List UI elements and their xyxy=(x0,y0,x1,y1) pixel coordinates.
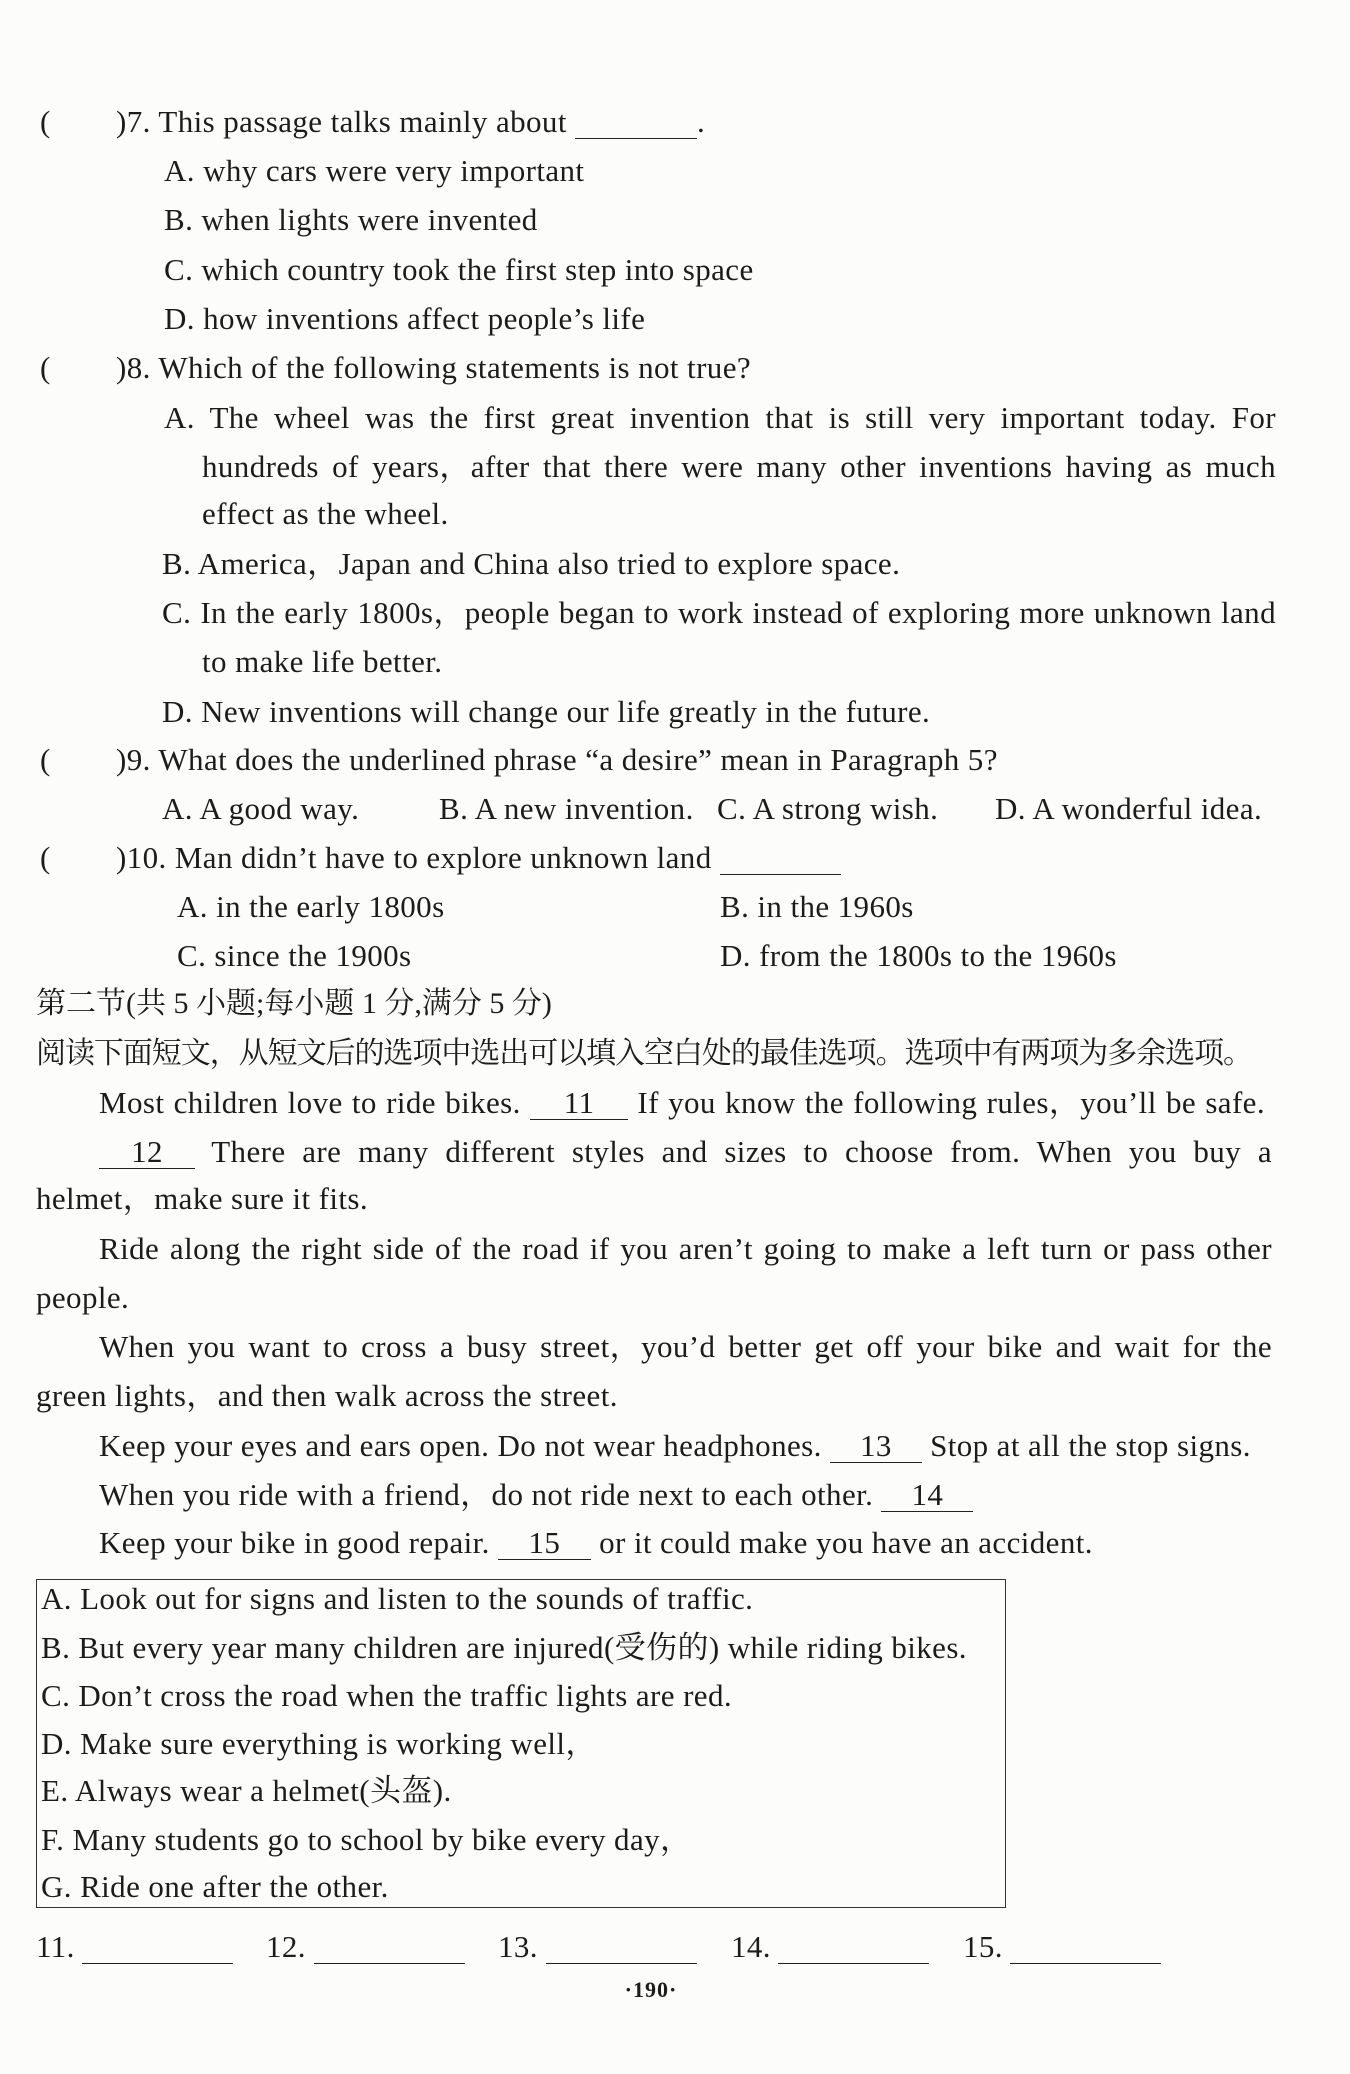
answer-label-14: 14. xyxy=(731,1929,771,1964)
option-9-c: C. A strong wish. xyxy=(717,791,939,826)
option-10-b: B. in the 1960s xyxy=(720,889,914,924)
question-stem: Man didn’t have to explore unknown land xyxy=(174,840,712,875)
passage-paragraph-4-line-2: green lights，and then walk across the street. xyxy=(36,1378,618,1413)
option-8-a-line-3: effect as the wheel. xyxy=(202,496,449,531)
answer-blank xyxy=(720,843,841,875)
answer-blank-11 xyxy=(82,1929,233,1965)
answer-label-11: 11. xyxy=(36,1929,75,1964)
passage-paragraph-2-line-2: helmet，make sure it fits. xyxy=(36,1181,368,1216)
question-stem: Which of the following statements is not true? xyxy=(158,350,752,385)
passage-paragraph-5: Keep your eyes and ears open. Do not wear headphones. 13 Stop at all the stop signs. xyxy=(99,1428,1251,1463)
paren-close: ) xyxy=(116,350,127,385)
section-instructions: 阅读下面短文，从短文后的选项中选出可以填入空白处的最佳选项。选项中有两项为多余选项。 xyxy=(36,1037,1252,1070)
question-stem: What does the underlined phrase “a desire” mean in Paragraph 5? xyxy=(158,742,998,777)
question-9-stem-line xyxy=(116,742,998,778)
stem-end: . xyxy=(696,104,706,139)
answer-label-12: 12. xyxy=(266,1929,306,1964)
option-10-c: C. since the 1900s xyxy=(177,938,412,973)
question-number: 9. xyxy=(126,742,151,777)
question-10-stem-line xyxy=(116,840,841,876)
option-7-a: A. why cars were very important xyxy=(164,153,585,188)
paren-open: ( xyxy=(40,104,51,139)
question-8-stem-line xyxy=(116,350,751,386)
passage-paragraph-3-line-1: Ride along the right side of the road if you aren’t going to make a left turn or pass other xyxy=(99,1231,1272,1266)
option-8-c-line-2: to make life better. xyxy=(202,644,443,679)
passage-paragraph-3-line-2: people. xyxy=(36,1280,130,1315)
answer-label-15: 15. xyxy=(963,1929,1003,1964)
answer-blank-15 xyxy=(1010,1929,1161,1965)
choice-d: D. Make sure everything is working well， xyxy=(41,1726,597,1761)
option-10-d: D. from the 1800s to the 1960s xyxy=(720,938,1117,973)
option-8-a-line-2: hundreds of years，after that there were many other inventions having as much xyxy=(202,449,1276,484)
option-7-b: B. when lights were invented xyxy=(164,202,538,237)
passage-paragraph-2-line-1: 12 There are many different styles and sizes to choose from. When you buy a xyxy=(99,1134,1272,1170)
answer-blank xyxy=(575,107,697,139)
question-7-stem-line xyxy=(116,104,705,140)
choice-a: A. Look out for signs and listen to the sounds of traffic. xyxy=(41,1581,754,1616)
answer-label-13: 13. xyxy=(498,1929,538,1964)
passage-blank-12: 12 xyxy=(99,1137,195,1169)
choice-b: B. But every year many children are injured(受伤的) while riding bikes. xyxy=(41,1630,967,1665)
option-8-d: D. New inventions will change our life greatly in the future. xyxy=(162,694,931,729)
option-9-b: B. A new invention. xyxy=(439,791,694,826)
section-heading: 第二节(共 5 小题;每小题 1 分,满分 5 分) xyxy=(36,987,552,1020)
choice-g: G. Ride one after the other. xyxy=(41,1869,389,1904)
option-10-a: A. in the early 1800s xyxy=(177,889,445,924)
question-number: 10. xyxy=(126,840,167,875)
passage-blank-14: 14 xyxy=(881,1480,973,1512)
choice-e: E. Always wear a helmet(头盔). xyxy=(41,1773,452,1808)
option-9-a: A. A good way. xyxy=(162,791,360,826)
passage-blank-13: 13 xyxy=(830,1431,922,1463)
page-number: ·190· xyxy=(624,1977,678,2002)
passage-paragraph-6: When you ride with a friend，do not ride next to each other. 14 xyxy=(99,1477,973,1513)
option-7-c: C. which country took the first step into space xyxy=(164,252,754,287)
option-8-c-line-1: C. In the early 1800s，people began to work instead of exploring more unknown land xyxy=(162,595,1276,630)
question-number: 8. xyxy=(126,350,151,385)
paren-open: ( xyxy=(40,350,51,385)
paren-open: ( xyxy=(40,742,51,777)
option-7-d: D. how inventions affect people’s life xyxy=(164,301,646,336)
question-stem: This passage talks mainly about xyxy=(158,104,567,139)
paren-open: ( xyxy=(40,840,51,875)
option-8-a-line-1: A. The wheel was the first great invention that is still very important today. For xyxy=(164,400,1276,435)
answer-blank-12 xyxy=(314,1929,465,1965)
question-number: 7. xyxy=(126,104,151,139)
passage-blank-15: 15 xyxy=(498,1528,591,1560)
choice-c: C. Don’t cross the road when the traffic lights are red. xyxy=(41,1678,733,1713)
answer-blank-13 xyxy=(546,1929,697,1965)
passage-paragraph-7: Keep your bike in good repair. 15 or it could make you have an accident. xyxy=(99,1525,1093,1560)
passage-blank-11: 11 xyxy=(530,1088,628,1120)
option-8-b: B. America，Japan and China also tried to explore space. xyxy=(162,546,901,581)
passage-paragraph-4-line-1: When you want to cross a busy street，you’d better get off your bike and wait for the xyxy=(99,1329,1272,1364)
paren-close: ) xyxy=(116,840,127,875)
paren-close: ) xyxy=(116,742,127,777)
option-9-d: D. A wonderful idea. xyxy=(995,791,1263,826)
answer-blank-14 xyxy=(778,1929,929,1965)
paren-close: ) xyxy=(116,104,127,139)
choice-f: F. Many students go to school by bike every day， xyxy=(41,1822,692,1857)
passage-paragraph-1: Most children love to ride bikes. 11 If you know the following rules，you’ll be safe. xyxy=(99,1085,1265,1120)
